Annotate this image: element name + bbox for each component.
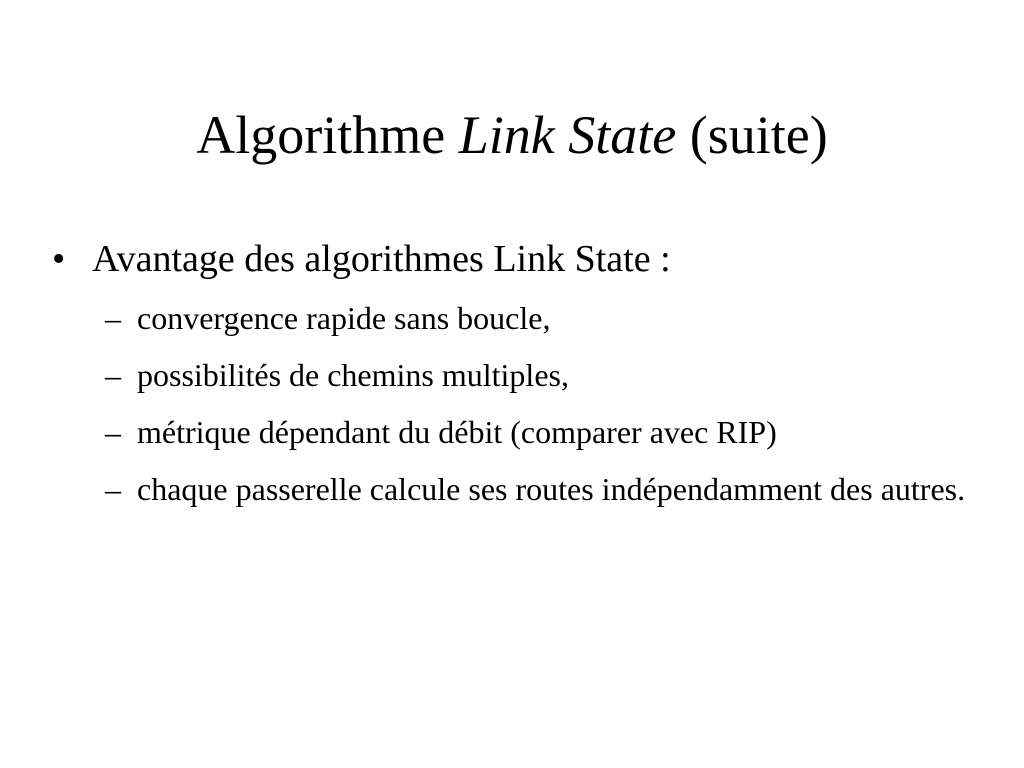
title-italic-text: Link State bbox=[458, 105, 677, 165]
title-suffix-text: (suite) bbox=[676, 105, 828, 165]
dash-marker: – bbox=[105, 357, 121, 393]
bullet-marker: • bbox=[52, 238, 66, 280]
sub-bullet-item bbox=[105, 296, 1005, 340]
bullet-text: Avantage des algorithmes Link State : bbox=[92, 238, 671, 280]
sub-bullet-text: possibilités de chemins multiples, bbox=[137, 357, 569, 393]
bullet-item bbox=[52, 236, 671, 282]
sub-bullet-list bbox=[105, 296, 1005, 524]
dash-marker: – bbox=[105, 300, 121, 336]
slide-title bbox=[0, 100, 1024, 170]
dash-marker: – bbox=[105, 471, 121, 507]
sub-bullet-text: chaque passerelle calcule ses routes indépendamment des autres. bbox=[137, 471, 966, 507]
sub-bullet-text: convergence rapide sans boucle, bbox=[137, 300, 551, 336]
sub-bullet-text: métrique dépendant du débit (comparer avec RIP) bbox=[137, 414, 777, 450]
sub-bullet-item bbox=[105, 353, 1005, 397]
title-text: Algorithme bbox=[196, 105, 459, 165]
sub-bullet-item bbox=[105, 410, 1005, 454]
dash-marker: – bbox=[105, 414, 121, 450]
sub-bullet-item bbox=[105, 467, 1005, 511]
